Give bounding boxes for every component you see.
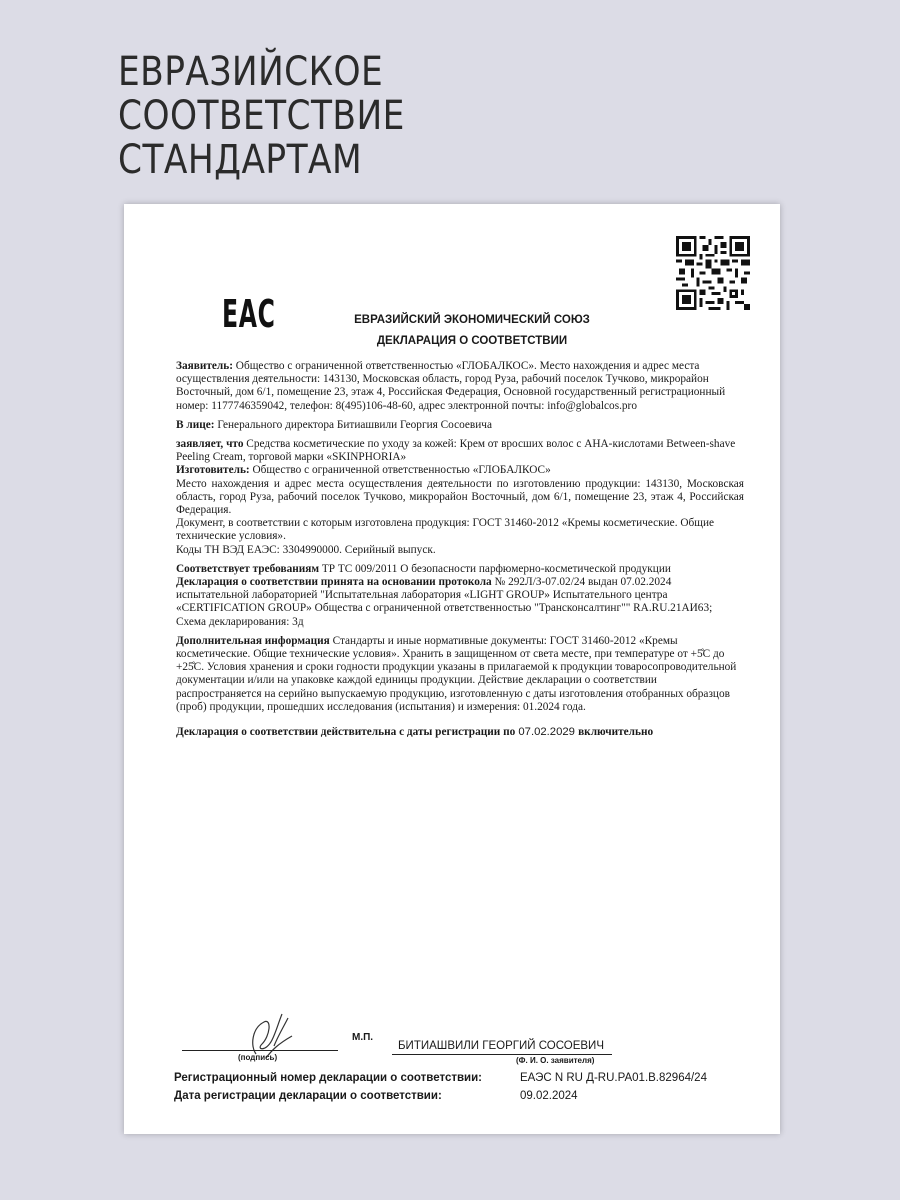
registration-date-label: Дата регистрации декларации о соответствии: (174, 1090, 442, 1102)
manufacturer-label: Изготовитель: (176, 464, 250, 477)
additional-info-text: Стандарты и иные нормативные документы: ГОСТ 31460-2012 «Кремы косметические. Общие технические условия». Хранить в защищенном от света месте, при температуре от +5̊С до +25̊С. Условия хранения и сроки годности продукции указаны в прилагаемой к продукции товаросопроводительной документации и/или на упаковке каждой единицы продукции. Действие декларации о соответствии распространяется на серийно выпускаемую продукцию, изготовленную с даты изготовления отобранных образцов (проб) продукции, прошедших исследования (испытания) и измерения: 01.2024 года. (176, 634, 737, 713)
signer-name: БИТИАШВИЛИ ГЕОРГИЙ СОСОЕВИЧ (398, 1040, 604, 1052)
union-title: ЕВРАЗИЙСКИЙ ЭКОНОМИЧЕСКИЙ СОЮЗ (354, 314, 590, 326)
signature-line (182, 1050, 338, 1051)
qr-code-icon (676, 236, 750, 310)
stamp-place-label: М.П. (352, 1032, 374, 1043)
declares-paragraph (176, 438, 744, 464)
banner-title (118, 50, 405, 182)
applicant-text: Общество с ограниченной ответственностью «ГЛОБАЛКОС». Место нахождения и адрес места осуществления деятельности: 143130, Московская область, город Руза, рабочий поселок Тучково, микрорайон Восточный, дом 6/1, помещение 23, этаж 4, Российская Федерация, Основной государственный регистрационный номер: 1177746359042, телефон: 8(495)106-48-60, адрес электронной почты: info@globalcos.pro (176, 360, 726, 412)
validity-label: Декларация о соответствии действительна с даты регистрации по (176, 726, 516, 739)
applicant-paragraph (176, 360, 744, 413)
declaration-title: ДЕКЛАРАЦИЯ О СООТВЕТСТВИИ (376, 335, 568, 347)
additional-info-paragraph (176, 635, 744, 714)
banner-line-2: СООТВЕТСТВИЕ (118, 93, 405, 139)
basis-label: Декларация о соответствии принята на основании протокола (176, 576, 492, 589)
location-paragraph: Место нахождения и адрес места осуществления деятельности по изготовлению продукции: 143130, Московская область, город Руза, рабочий поселок Тучково, микрорайон Восточный, дом 6/1, помещение 23, этаж 4, Российская Федерация. (176, 477, 744, 517)
validity-date: 07.02.2029 (515, 726, 579, 739)
registration-date-value: 09.02.2024 (520, 1090, 578, 1102)
declaration-document (124, 204, 780, 1134)
requirements-paragraph (176, 563, 744, 576)
signer-name-line (392, 1054, 612, 1055)
banner-line-3: СТАНДАРТАМ (118, 137, 363, 183)
requirements-label: Соответствует требованиям (176, 562, 320, 575)
additional-info-label: Дополнительная информация (176, 634, 330, 647)
applicant-label: Заявитель: (176, 360, 233, 372)
declaration-body (176, 360, 744, 745)
declares-text: Средства косметические по уходу за кожей: Крем от вросших волос с АНА-кислотами Between-shave Peeling Cream, торговой марки «SKINPHORIA» (176, 438, 736, 464)
registration-number-value: ЕАЭС N RU Д-RU.РА01.В.82964/24 (520, 1072, 707, 1084)
registration-number-label: Регистрационный номер декларации о соответствии: (174, 1072, 483, 1084)
signature-caption: (подпись) (238, 1053, 278, 1062)
validity-suffix: включительно (578, 726, 654, 739)
signer-name-caption: (Ф. И. О. заявителя) (516, 1056, 595, 1065)
requirements-text: ТР ТС 009/2011 О безопасности парфюмерно-косметической продукции (319, 562, 671, 575)
basis-text: № 292Л/З-07.02/24 выдан 07.02.2024 испытательной лабораторией "Испытательная лаборатория «LIGHT GROUP» Испытательного центра «CERTIFICATION GROUP» Общества с ограниченной ответственностью "Трансконсалтинг"" RA.RU.21АИ63; Схема декларирования: 3д (176, 576, 713, 628)
person-label: В лице: (176, 418, 215, 431)
manufacturer-paragraph (176, 464, 744, 477)
eac-logo: EAC (222, 292, 276, 336)
registration-number-row (174, 1072, 707, 1084)
manufacturer-text: Общество с ограниченной ответственностью «ГЛОБАЛКОС» (249, 464, 551, 477)
basis-paragraph (176, 576, 744, 629)
signature-block (124, 1004, 780, 1134)
codes-paragraph: Коды ТН ВЭД ЕАЭС: 3304990000. Серийный выпуск. (176, 543, 436, 556)
standard-document-paragraph: Документ, в соответствии с которым изготовлена продукция: ГОСТ 31460-2012 «Кремы косметические. Общие технические условия». (176, 517, 715, 543)
declares-label: заявляет, что (176, 438, 244, 451)
person-paragraph (176, 419, 744, 432)
validity-paragraph (176, 726, 744, 739)
registration-date-row (174, 1090, 578, 1102)
person-text: Генерального директора Битиашвили Георгия Сосоевича (214, 418, 493, 431)
banner-line-1: ЕВРАЗИЙСКОЕ (118, 49, 384, 95)
